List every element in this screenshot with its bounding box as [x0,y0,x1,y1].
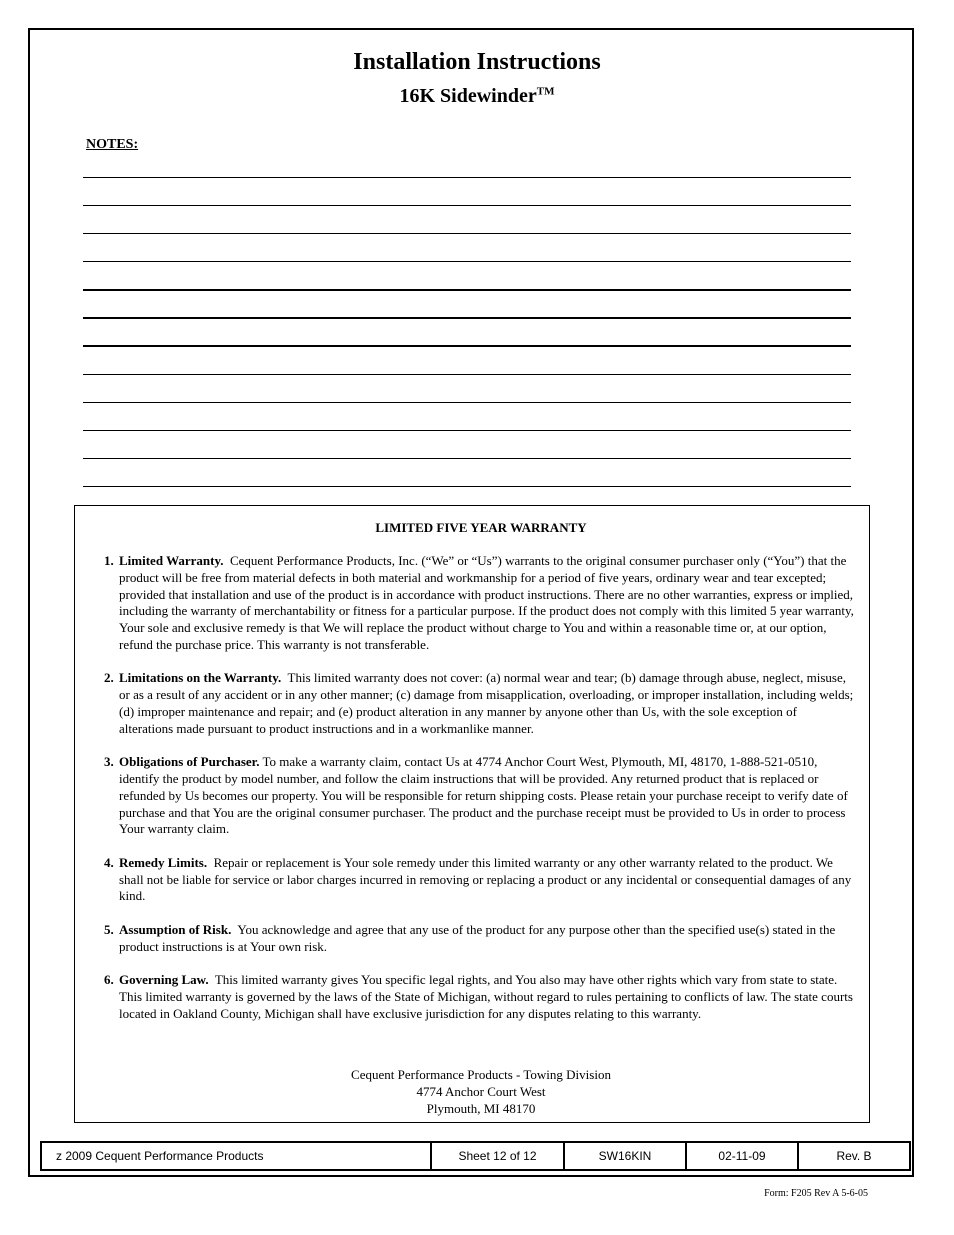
address-line-company: Cequent Performance Products - Towing Division [351,1067,611,1082]
note-line [83,486,851,487]
warranty-item-number: 5. [104,921,114,937]
warranty-item-heading: Limited Warranty. [119,553,224,568]
company-address [74,1066,888,1117]
warranty-item-heading: Remedy Limits. [119,854,208,870]
warranty-item-number: 6. [104,971,114,987]
note-line [83,177,851,178]
warranty-item [104,972,854,1022]
address-line-city: Plymouth, MI 48170 [426,1101,536,1116]
note-line [83,205,851,206]
form-id: Form: F205 Rev A 5-6-05 [764,1188,868,1199]
warranty-item [104,754,854,838]
footer-part-number: SW16KIN [563,1143,685,1169]
trademark-symbol: TM [536,85,555,98]
note-line [83,233,851,234]
footer-copyright: z 2009 Cequent Performance Products [56,1149,264,1163]
warranty-item [104,855,854,905]
note-line [83,289,851,291]
product-name [0,85,954,108]
warranty-item-number: 3. [104,754,114,770]
warranty-item-heading: Governing Law. [119,971,209,987]
warranty-item-number: 2. [104,670,114,686]
note-line [83,261,851,262]
note-line [83,345,851,347]
warranty-item-number: 1. [104,553,114,568]
warranty-item-text: This limited warranty gives You specific legal rights, and You also may have other rights which vary from state to state. This limited warranty is governed by the laws of the State of Michigan, without regard to rules pertaining to conflicts of law. The state courts located in Oakland County, Michigan shall have exclusive jurisdiction for any disputes relating to this warranty. [119,971,853,1021]
warranty-item-heading: Assumption of Risk. [119,921,232,937]
warranty-item-text: Cequent Performance Products, Inc. (“We” or “Us”) warrants to the original consumer purchaser only (“You”) that the product will be free from material defects in both material and workmanship for a period of five years, ordinary wear and tear excepted; provided that installation and use of the product is in accordance with product instructions. There are no other warranties, express or implied, including the warranty of merchantability or fitness for a particular purpose. If the product does not comply with this limited 5 year warranty, Your sole and exclusive remedy is that We will replace the product without charge to You and within a reasonable time or, at our option, refund the purchase price. This warranty is not transferable. [119,553,854,652]
warranty-heading: LIMITED FIVE YEAR WARRANTY [375,520,587,535]
address-line-street: 4774 Anchor Court West [416,1084,546,1099]
warranty-item-text: To make a warranty claim, contact Us at 4774 Anchor Court West, Plymouth, MI, 48170, 1-888-521-0510, identify the product by model number, and follow the claim instructions that will be provided. Any returned product that is replaced or refunded by Us becomes our property. You will be responsible for return shipping costs. Please retain your purchase receipt to verify date of purchase and that You are the original consumer purchaser. The product and the purchase receipt must be provided to Us in order to process Your warranty claim. [119,754,848,837]
product-name-text: 16K Sidewinder [399,85,537,107]
warranty-list [104,553,854,1039]
notes-label: NOTES: [86,137,139,152]
note-line [83,402,851,403]
page-title: Installation Instructions [353,49,601,75]
warranty-item [104,670,854,737]
note-line [83,458,851,459]
warranty-item [104,553,854,654]
warranty-item-heading: Limitations on the Warranty. [119,670,282,686]
warranty-item-number: 4. [104,854,114,870]
note-line [83,374,851,375]
footer-revision: Rev. B [797,1143,909,1169]
warranty-item-heading: Obligations of Purchaser. [119,754,260,770]
footer-sheet: Sheet 12 of 12 [430,1143,563,1169]
footer-table [40,1141,911,1171]
warranty-item [104,922,854,956]
warranty-item-text: This limited warranty does not cover: (a) normal wear and tear; (b) damage through abuse, neglect, misuse, or as a result of any accident or in any other manner; (c) damage from misapplication, overloading, or improper installation, including welds; (d) improper maintenance and repair; and (e) product alteration in any manner by anyone other than Us, with the sole exception of alterations made pursuant to product instructions and in a workmanlike manner. [119,670,854,736]
warranty-item-text: Repair or replacement is Your sole remedy under this limited warranty or any other warranty related to the product. We shall not be liable for service or labor charges incurred in removing or replacing a product or any incidental or consequential damages of any kind. [119,854,852,904]
footer-date: 02-11-09 [685,1143,797,1169]
note-line [83,430,851,431]
note-line [83,317,851,319]
warranty-item-text: You acknowledge and agree that any use of the product for any purpose other than the specified use(s) stated in the product instructions is at Your own risk. [119,921,836,954]
